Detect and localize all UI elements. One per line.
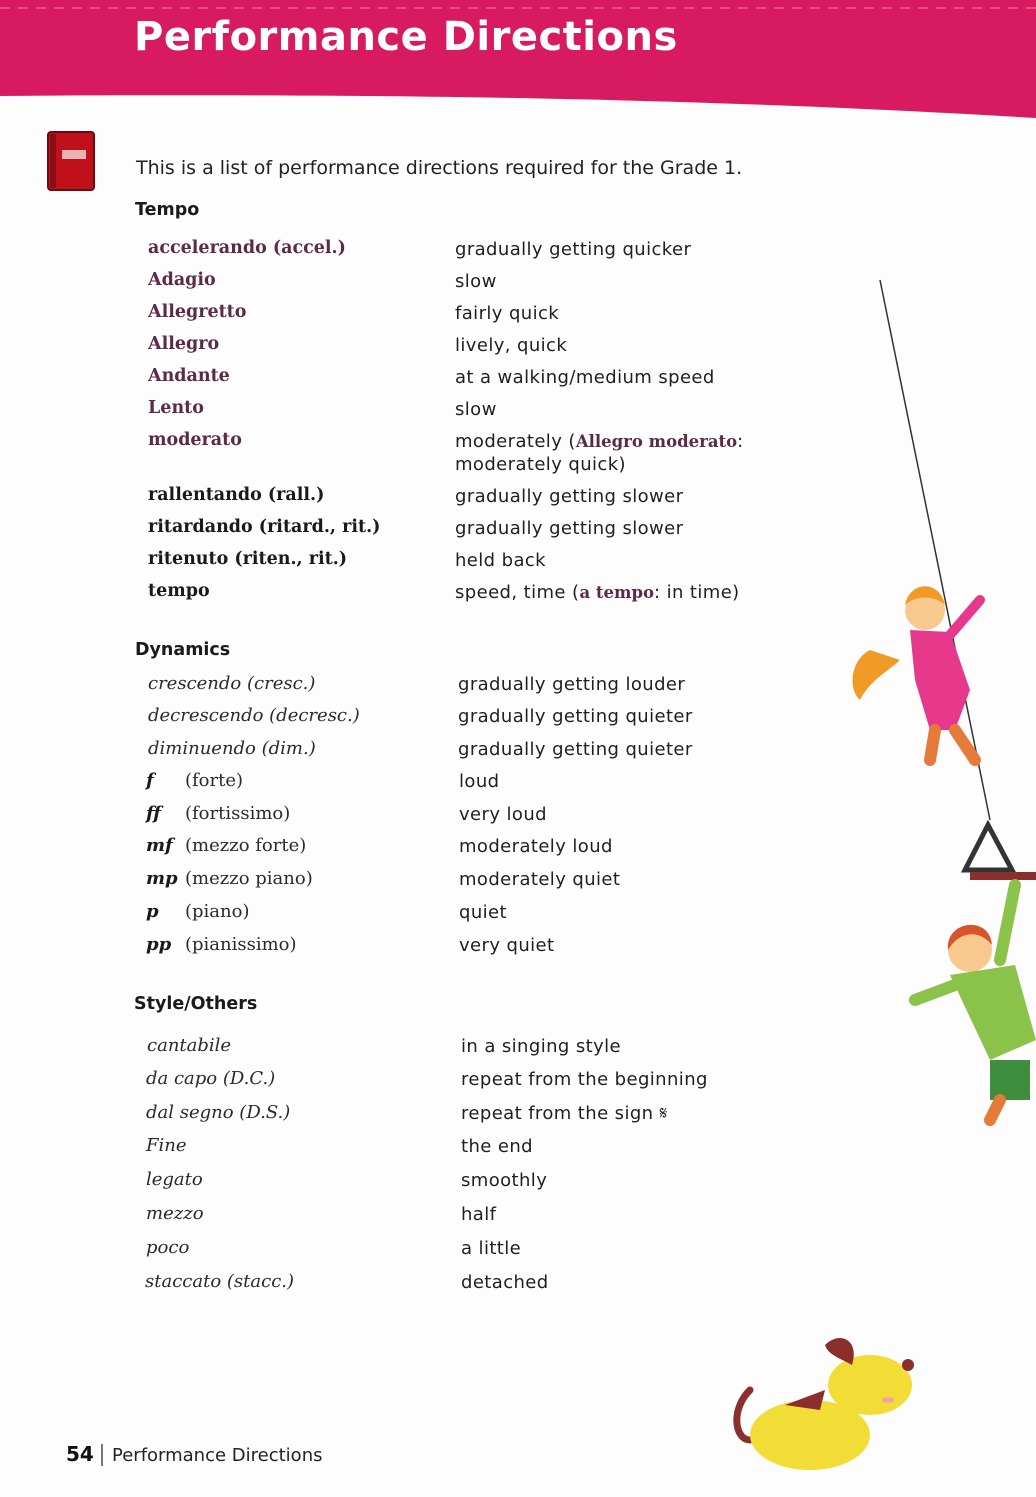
footer-divider bbox=[101, 1444, 103, 1466]
dynamic-symbol: mp bbox=[146, 868, 178, 889]
definition: slow bbox=[455, 399, 497, 420]
dynamic-name: (piano) bbox=[185, 901, 250, 922]
definition: very quiet bbox=[459, 935, 555, 956]
definition: detached bbox=[461, 1272, 549, 1293]
definition: fairly quick bbox=[455, 303, 560, 324]
dynamic-name: (fortissimo) bbox=[185, 803, 291, 824]
style-heading: Style/Others bbox=[134, 994, 258, 1014]
term: Adagio bbox=[148, 270, 216, 290]
term: rallentando (rall.) bbox=[148, 485, 325, 505]
definition: gradually getting louder bbox=[458, 674, 686, 695]
term: da capo (D.C.) bbox=[146, 1068, 276, 1089]
definition: half bbox=[461, 1204, 497, 1225]
intro-text: This is a list of performance directions required for the Grade 1. bbox=[136, 157, 743, 179]
definition: repeat from the beginning bbox=[461, 1069, 708, 1090]
term: legato bbox=[146, 1169, 203, 1190]
definition: at a walking/medium speed bbox=[455, 367, 715, 388]
term: Lento bbox=[148, 398, 204, 418]
title-banner bbox=[0, 0, 1036, 120]
dynamic-symbol: p bbox=[146, 901, 159, 922]
definition: repeat from the sign 𝄋 bbox=[461, 1103, 668, 1124]
dynamics-heading: Dynamics bbox=[135, 640, 231, 660]
definition: smoothly bbox=[461, 1170, 548, 1191]
definition: moderately loud bbox=[459, 836, 613, 857]
definition: gradually getting slower bbox=[455, 486, 684, 507]
dynamic-name: (mezzo forte) bbox=[185, 835, 307, 856]
definition: gradually getting quicker bbox=[455, 239, 692, 260]
term: Allegro bbox=[148, 334, 220, 354]
definition-text: : bbox=[737, 431, 744, 452]
term: ritardando (ritard., rit.) bbox=[148, 517, 381, 537]
definition: slow bbox=[455, 271, 497, 292]
definition-text: speed, time ( bbox=[455, 582, 580, 603]
definition: moderately quiet bbox=[459, 869, 621, 890]
term: moderato bbox=[148, 430, 242, 450]
definition: loud bbox=[459, 771, 500, 792]
term: Allegretto bbox=[148, 302, 247, 322]
definition-text: : in time) bbox=[654, 582, 740, 603]
term: mezzo bbox=[146, 1203, 204, 1224]
term: Fine bbox=[146, 1135, 187, 1156]
footer-label: Performance Directions bbox=[112, 1445, 323, 1466]
term: cantabile bbox=[147, 1035, 232, 1056]
term: decrescendo (decresc.) bbox=[148, 705, 360, 726]
dynamic-symbol: ff bbox=[146, 803, 161, 824]
book-icon bbox=[46, 130, 98, 192]
dog-illustration bbox=[720, 1330, 920, 1480]
term: tempo bbox=[148, 581, 210, 601]
dynamic-name: (forte) bbox=[185, 770, 244, 791]
definition: quiet bbox=[459, 902, 507, 923]
definition: a little bbox=[461, 1238, 522, 1259]
dynamic-symbol: pp bbox=[146, 934, 172, 955]
tempo-heading: Tempo bbox=[135, 200, 200, 220]
definition: in a singing style bbox=[461, 1036, 622, 1057]
definition-text: moderately ( bbox=[455, 431, 576, 452]
dynamic-name: (mezzo piano) bbox=[185, 868, 313, 889]
page-title: Performance Directions bbox=[134, 14, 678, 60]
term: Andante bbox=[148, 366, 230, 386]
kids-illustration bbox=[840, 260, 1036, 1140]
definition: lively, quick bbox=[455, 335, 568, 356]
term: diminuendo (dim.) bbox=[148, 738, 316, 759]
term: dal segno (D.S.) bbox=[146, 1102, 291, 1123]
term: ritenuto (riten., rit.) bbox=[148, 549, 348, 569]
inline-term: a tempo bbox=[579, 583, 654, 602]
dynamic-symbol: f bbox=[146, 770, 154, 791]
definition-text: moderately quick) bbox=[455, 454, 626, 475]
definition bbox=[455, 581, 740, 604]
term: staccato (stacc.) bbox=[145, 1271, 295, 1292]
definition: held back bbox=[455, 550, 547, 571]
term: poco bbox=[146, 1237, 190, 1258]
dynamic-symbol: mf bbox=[146, 835, 173, 856]
term: crescendo (cresc.) bbox=[148, 673, 316, 694]
definition bbox=[455, 430, 744, 476]
definition: gradually getting quieter bbox=[458, 706, 693, 727]
definition: gradually getting quieter bbox=[458, 739, 693, 760]
dynamic-name: (pianissimo) bbox=[185, 934, 297, 955]
page-number: 54 bbox=[66, 1442, 94, 1466]
definition: very loud bbox=[459, 804, 547, 825]
definition: gradually getting slower bbox=[455, 518, 684, 539]
definition: the end bbox=[461, 1136, 533, 1157]
inline-term: Allegro moderato bbox=[575, 432, 738, 451]
term: accelerando (accel.) bbox=[148, 238, 346, 258]
